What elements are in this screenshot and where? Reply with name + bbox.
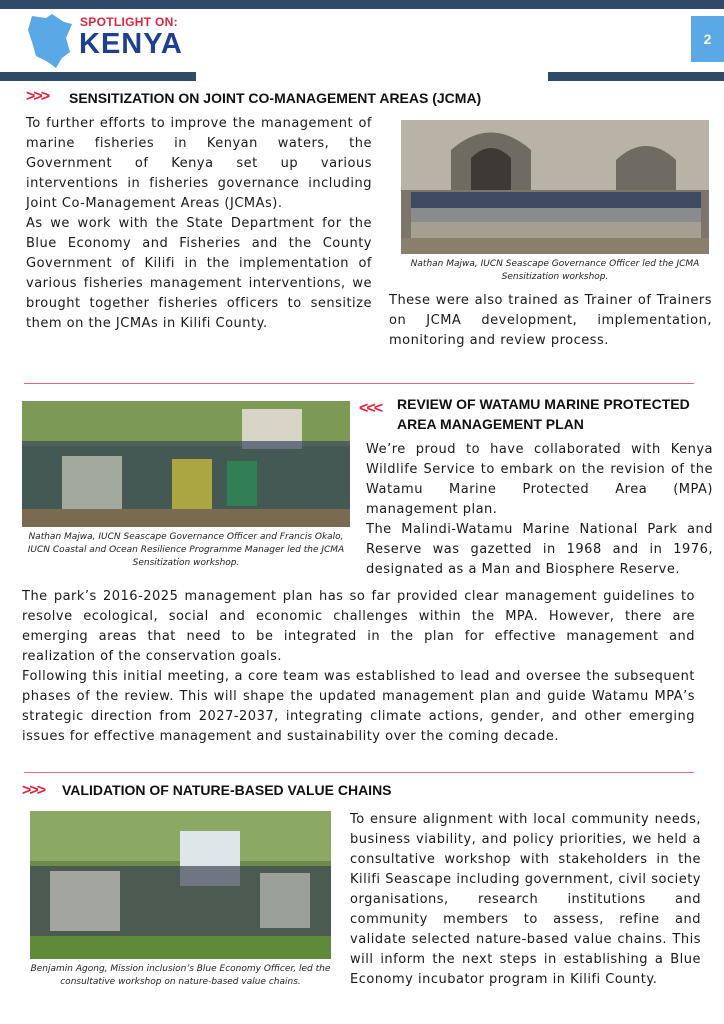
jcma-trainers-text: These were also trained as Trainer of Trainers on JCMA development, implementation, monitoring and review process. <box>389 293 712 348</box>
spotlight-kicker: SPOTLIGHT ON: <box>80 15 178 29</box>
jcma-para-1: To further efforts to improve the management of marine fisheries in Kenyan waters, the Government of Kenya set up various interventions in fisheries governance including Joint Co-Management Areas (JCMAs). <box>26 116 372 211</box>
watamu-para-2: The Malindi-Watamu Marine National Park and Reserve was gazetted in 1968 and in 1976, designated as a Man and Biosphere Reserve. <box>366 522 713 577</box>
watamu-para-1: We’re proud to have collaborated with Kenya Wildlife Service to embark on the revision of the Watamu Marine Protected Area (MPA) management plan. <box>366 442 713 517</box>
jcma-photo-caption: Nathan Majwa, IUCN Seascape Governance Officer led the JCMA Sensitization workshop. <box>410 259 700 282</box>
watamu-para-4: Following this initial meeting, a core team was established to lead and oversee the subsequent phases of the review. This will shape the updated management plan and guide Watamu MPA’s strategic direction from 2027-2037, integrating climate actions, gender, and other emerging issues for effective management and sustainability over the coming decade. <box>22 669 695 744</box>
kenya-map-icon <box>26 12 78 70</box>
header-rule-right <box>548 72 724 81</box>
section-divider <box>24 383 694 384</box>
chevron-right-icon: >>> <box>22 782 45 799</box>
value-chains-text: To ensure alignment with local community needs, business viability, and policy priorities, we held a consultative workshop with stakeholders in the Kilifi Seascape including government, civil society organisations, research institutions and community members to assess, refine and validate selected nature-based value chains. This will inform the next steps in establishing a Blue Economy incubator program in Kilifi County. <box>350 812 701 987</box>
section-divider <box>24 772 694 773</box>
watamu-body-text <box>22 587 695 747</box>
watamu-intro-text <box>366 440 713 580</box>
value-chains-photo-caption: Benjamin Agong, Mission inclusion’s Blue Economy Officer, led the consultative workshop on nature-based value chains. <box>30 964 331 987</box>
jcma-workshop-photo <box>401 120 709 254</box>
watamu-title-line-2: AREA MANAGEMENT PLAN <box>397 416 584 432</box>
header-rule-left <box>0 72 196 81</box>
chevron-left-icon: <<< <box>359 400 382 417</box>
top-band <box>0 0 724 9</box>
jcma-intro-text <box>26 114 372 334</box>
watamu-section-title <box>397 394 717 434</box>
country-title: KENYA <box>79 28 183 60</box>
watamu-para-3: The park’s 2016-2025 management plan has so far provided clear management guidelines to resolve ecological, social and economic challenges within the MPA. However, there are emerging areas that need to be integrated in the plan for effective management and realization of the conservation goals. <box>22 589 695 664</box>
watamu-photo-caption: Nathan Majwa, IUCN Seascape Governance Officer and Francis Okalo, IUCN Coastal and Ocean Resilience Programme Manager led the JCMA Sensitization workshop. <box>27 532 345 568</box>
value-chains-workshop-photo <box>30 811 331 959</box>
jcma-para-2: As we work with the State Department for the Blue Economy and Fisheries and the County Government of Kilifi in the implementation of various fisheries management interventions, we brought together fisheries officers to sensitize them on the JCMAs in Kilifi County. <box>26 216 372 331</box>
chevron-right-icon: >>> <box>26 88 49 105</box>
value-chains-section-title: VALIDATION OF NATURE-BASED VALUE CHAINS <box>62 782 392 798</box>
watamu-workshop-photo <box>22 401 350 527</box>
page-number: 2 <box>691 16 724 62</box>
jcma-section-title: SENSITIZATION ON JOINT CO-MANAGEMENT AREAS (JCMA) <box>69 90 482 106</box>
watamu-title-line-1: REVIEW OF WATAMU MARINE PROTECTED <box>397 396 690 412</box>
